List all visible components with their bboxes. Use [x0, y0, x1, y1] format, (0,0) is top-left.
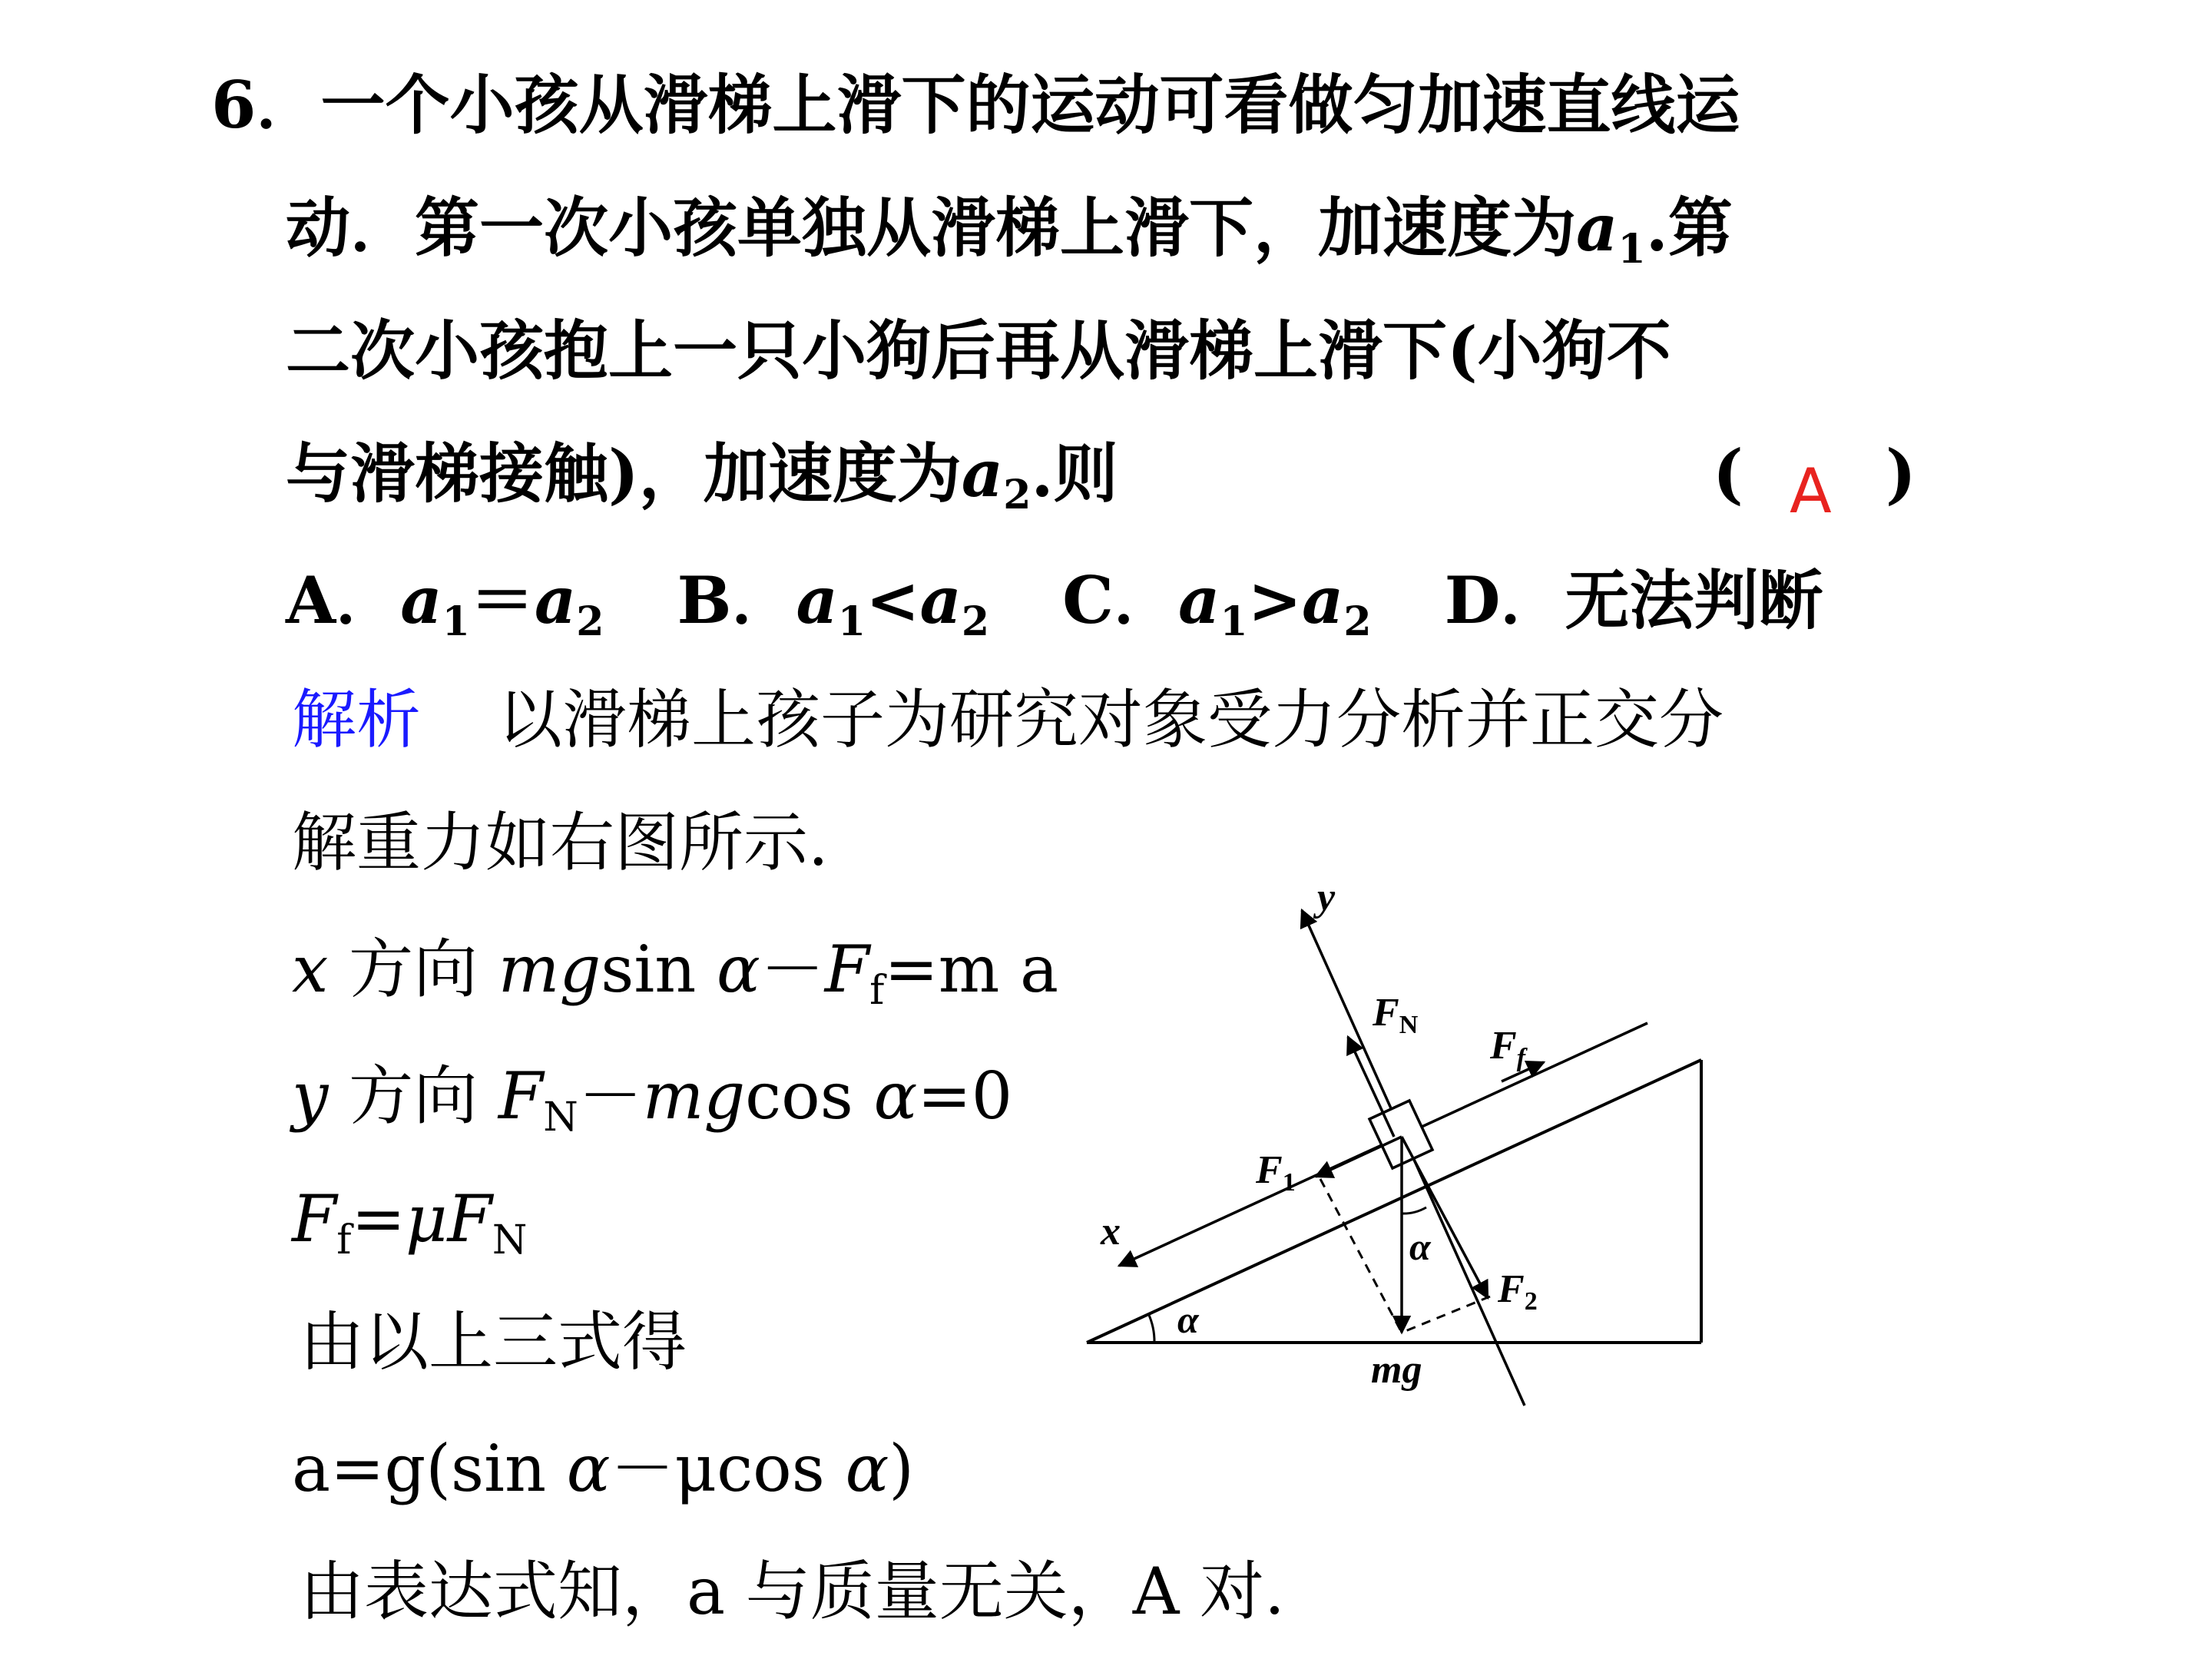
derive-text: 由以上三式得: [300, 1304, 687, 1379]
solution-heading: 解析: [292, 682, 422, 757]
base-angle-arc: [1148, 1313, 1154, 1343]
option-c-left-sub: 1: [1220, 598, 1248, 645]
question-text-4-end: .则: [1031, 435, 1118, 512]
option-d[interactable]: [1445, 562, 1823, 638]
label-mg: mg: [1371, 1348, 1422, 1392]
a2-variable: a: [961, 435, 1004, 512]
solution-intro-line-2: [292, 805, 829, 880]
eq1-axis: x: [292, 932, 329, 1007]
option-d-text: 无法判断: [1565, 562, 1823, 638]
question-text-3: 二次小孩抱上一只小狗后再从滑梯上滑下(小狗不: [286, 313, 1671, 389]
f2-arrow: [1402, 1137, 1488, 1298]
answer-paren-close: ): [1886, 435, 1916, 512]
question-text-2-end: .第: [1645, 190, 1733, 266]
option-b-right-var: a: [919, 562, 962, 638]
option-a-right-sub: 2: [576, 598, 604, 645]
eq2-mg: mg: [642, 1058, 746, 1134]
eq2-minus: －: [578, 1058, 643, 1134]
eq2-axis: y: [292, 1058, 329, 1134]
eq2-rhs: =0: [917, 1058, 1013, 1134]
question-line-4: [286, 435, 1118, 518]
eq1-alpha: α: [717, 932, 760, 1007]
question-line-2: [286, 190, 1733, 273]
label-alpha-base: α: [1177, 1298, 1199, 1341]
eq3-F-sub: f: [336, 1217, 352, 1263]
a2-subscript: 2: [1003, 472, 1031, 518]
result-text: a=g(sin: [292, 1431, 547, 1506]
option-b-label: B．: [677, 562, 796, 638]
solution-intro-line-1: [292, 682, 1724, 757]
option-a[interactable]: [286, 562, 604, 645]
a1-variable: a: [1576, 190, 1618, 266]
result-minus: －: [610, 1431, 675, 1506]
label-y-axis: y: [1317, 876, 1336, 919]
equation-friction: [292, 1181, 528, 1263]
equation-y: [292, 1058, 1013, 1141]
label-alpha-block: α: [1409, 1225, 1431, 1268]
eq3-mu: μ: [405, 1181, 448, 1257]
eq2-F-sub: N: [543, 1094, 578, 1141]
eq2-cos: cos: [745, 1058, 853, 1134]
question-text-1: 一个小孩从滑梯上滑下的运动可看做匀加速直线运: [320, 67, 1740, 143]
eq1-dir: 方向: [349, 932, 478, 1007]
option-c-right-sub: 2: [1343, 598, 1372, 645]
option-c-left-var: a: [1177, 562, 1220, 638]
option-d-label: D．: [1444, 562, 1565, 638]
answer-mark: A: [1790, 455, 1832, 527]
option-b-left-var: a: [796, 562, 838, 638]
option-a-right-var: a: [534, 562, 577, 638]
option-a-op: ＝: [469, 562, 535, 638]
label-x-axis: x: [1101, 1210, 1121, 1253]
solution-intro-1: 以滑梯上孩子为研究对象受力分析并正交分: [498, 682, 1724, 757]
solution-intro-2: 解重力如右图所示.: [292, 805, 829, 880]
option-b-right-sub: 2: [961, 598, 990, 645]
option-a-left-var: a: [400, 562, 442, 638]
eq1-F: F: [824, 932, 870, 1007]
label-f2: F2: [1498, 1267, 1538, 1316]
block-angle-arc: [1402, 1207, 1426, 1214]
equation-x: [292, 932, 1059, 1014]
option-b-left-sub: 1: [837, 598, 866, 645]
option-c[interactable]: [1062, 562, 1372, 645]
option-c-right-var: a: [1301, 562, 1344, 638]
answer-paren-open: (: [1713, 435, 1743, 512]
result-alpha-1: α: [566, 1431, 611, 1506]
label-ff: Ff: [1490, 1024, 1526, 1072]
label-f1: F1: [1256, 1148, 1296, 1197]
eq2-F: F: [498, 1058, 544, 1134]
eq3-F2: F: [447, 1181, 492, 1257]
option-b[interactable]: [677, 562, 990, 645]
conclusion-text: 由表达式知，a 与质量无关，A 对.: [300, 1554, 1285, 1629]
eq2-alpha: α: [873, 1058, 918, 1134]
result-mu: μcos: [674, 1431, 825, 1506]
option-b-op: <: [866, 562, 920, 638]
option-c-op: >: [1247, 562, 1302, 638]
a1-subscript: 1: [1618, 226, 1646, 273]
result-close: ): [889, 1431, 915, 1506]
result-line: [292, 1431, 915, 1506]
question-number: 6．: [211, 67, 321, 143]
question-text-2: 动．第一次小孩单独从滑梯上滑下，加速度为: [286, 190, 1577, 266]
option-c-label: C．: [1062, 562, 1178, 638]
result-alpha-2: α: [845, 1431, 889, 1506]
question-line-1: [211, 67, 1740, 143]
conclusion-line: [300, 1554, 1285, 1629]
eq1-minus: －: [760, 932, 825, 1007]
eq1-mg: mg: [498, 932, 601, 1007]
option-a-label: A．: [286, 562, 401, 638]
label-fn: FN: [1373, 991, 1419, 1039]
option-a-left-sub: 1: [442, 598, 470, 645]
eq3-eq: =: [351, 1181, 406, 1257]
eq1-F-sub: f: [869, 968, 885, 1014]
force-diagram: [1071, 876, 1732, 1429]
eq1-sin: sin: [601, 932, 697, 1007]
eq2-dir: 方向: [349, 1058, 478, 1134]
options-row: [286, 562, 1823, 645]
question-text-4: 与滑梯接触)，加速度为: [286, 435, 962, 512]
eq3-F2-sub: N: [492, 1217, 528, 1263]
eq1-rhs: =m a: [884, 932, 1059, 1007]
question-line-3: [286, 313, 1671, 389]
derive-line: [300, 1304, 687, 1379]
eq3-F: F: [292, 1181, 337, 1257]
